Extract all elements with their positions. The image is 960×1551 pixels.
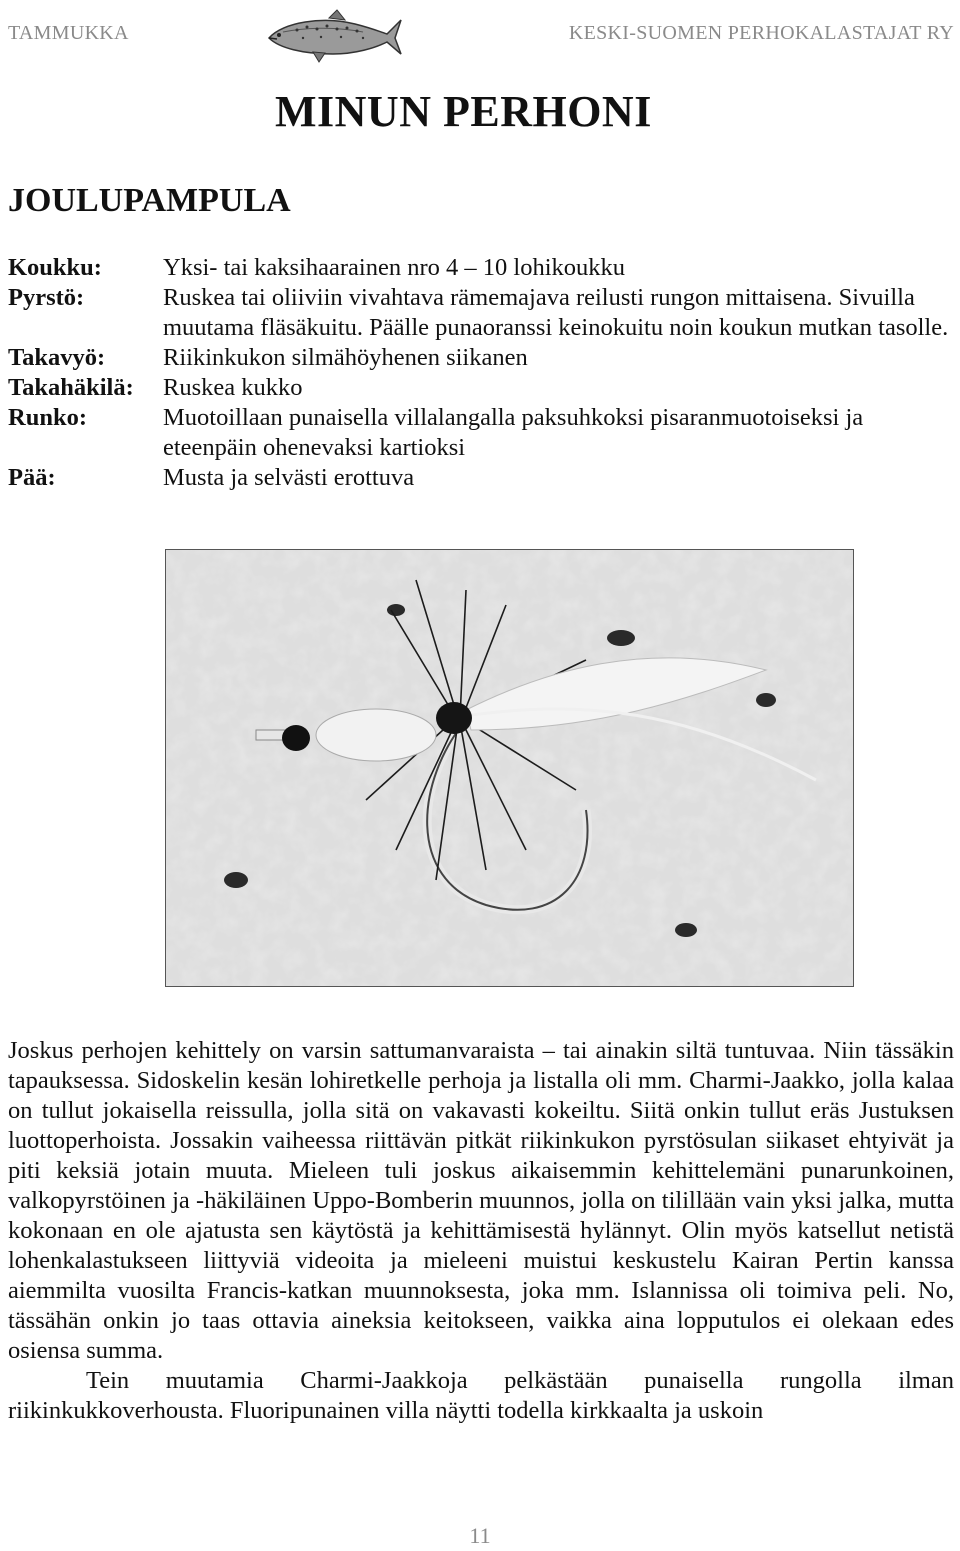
recipe-label: Pää: xyxy=(8,464,56,491)
recipe-label: Runko: xyxy=(8,404,87,431)
recipe-value: Musta ja selvästi erottuva xyxy=(163,464,415,491)
page-number: 11 xyxy=(469,1523,491,1548)
fly-recipe-list xyxy=(8,253,958,493)
article-body xyxy=(8,1036,954,1426)
recipe-value: Yksi- tai kaksihaarainen nro 4 – 10 lohikoukku xyxy=(163,254,626,281)
header-club-name: KESKI-SUOMEN PERHOKALASTAJAT RY xyxy=(568,22,954,44)
recipe-label: Pyrstö: xyxy=(8,284,85,311)
recipe-label: Koukku: xyxy=(8,254,102,281)
recipe-value: Ruskea tai oliiviin vivahtava rämemajava reilusti rungon mittaisena. Sivuilla muutama fläsäkuitu. Päälle punaoranssi keinokuitu noin koukun mutkan tasolle. xyxy=(163,284,949,341)
recipe-row-hook xyxy=(8,253,958,283)
header-magazine-name: TAMMUKKA xyxy=(8,22,129,44)
recipe-value: Riikinkukon silmähöyhenen siikanen xyxy=(163,344,528,371)
recipe-value: Muotoillaan punaisella villalangalla paksuhkoksi pisaranmuotoiseksi ja eteenpäin ohenevaksi kartioksi xyxy=(163,404,864,461)
recipe-label: Takavyö: xyxy=(8,344,106,371)
recipe-row-tail xyxy=(8,283,958,343)
fly-name-heading: JOULUPAMPULA xyxy=(8,182,291,219)
page-title: MINUN PERHONI xyxy=(275,87,652,136)
trout-logo xyxy=(263,8,403,64)
recipe-row-head xyxy=(8,463,958,493)
recipe-row-butt xyxy=(8,343,958,373)
paragraph: Tein muutamia Charmi-Jaakkoja pelkästään punaisella rungolla ilman riikinkukkoverhousta. Fluoripunainen villa näytti todella kirkkaalta ja uskoin xyxy=(8,1367,954,1424)
recipe-row-rear-hackle xyxy=(8,373,958,403)
paragraph: Joskus perhojen kehittely on varsin sattumanvaraista – tai ainakin siltä tuntuvaa. Niin tässäkin tapauksessa. Sidoskelin kesän lohiretkelle perhoja ja listalla oli mm. Charmi-Jaakko, jolla kalaa on tullut jokaisella reissulla, jolla sitä on vakavasti kokeiltu. Siitä onkin tullut eräs Justuksen luottoperhoista. Jossakin vaiheessa riittävän pitkät riikinkukon pyrstösulan siikaset ehtyivät ja piti keksiä jotain muuta. Mieleen tuli joskus aikaisemmin kehittelemäni punarunkoinen, valkopyrstöinen ja -häkiläinen Uppo-Bomberin muunnos, jolla on tilillään vain yksi jalka, mutta kokonaan en ole ajatusta sen käytöstä ja kehittämisestä hylännyt. Olin myös katsellut netistä lohenkalastukseen liittyviä videoita ja mieleeni muistui keskustelu Kairan Pertin kanssa aiemmilta vuosilta Francis-katkan muunnoksesta, joka mm. Islannissa oli toimiva peli. No, tässähän onkin jo taas ottavia aineksia keitokseen, vaikka aina lopputulos ei olekaan edes osiensa summa. xyxy=(8,1037,954,1364)
recipe-value: Ruskea kukko xyxy=(163,374,303,401)
recipe-row-body xyxy=(8,403,958,463)
fly-photo xyxy=(165,549,854,987)
recipe-label: Takahäkilä: xyxy=(8,374,134,401)
